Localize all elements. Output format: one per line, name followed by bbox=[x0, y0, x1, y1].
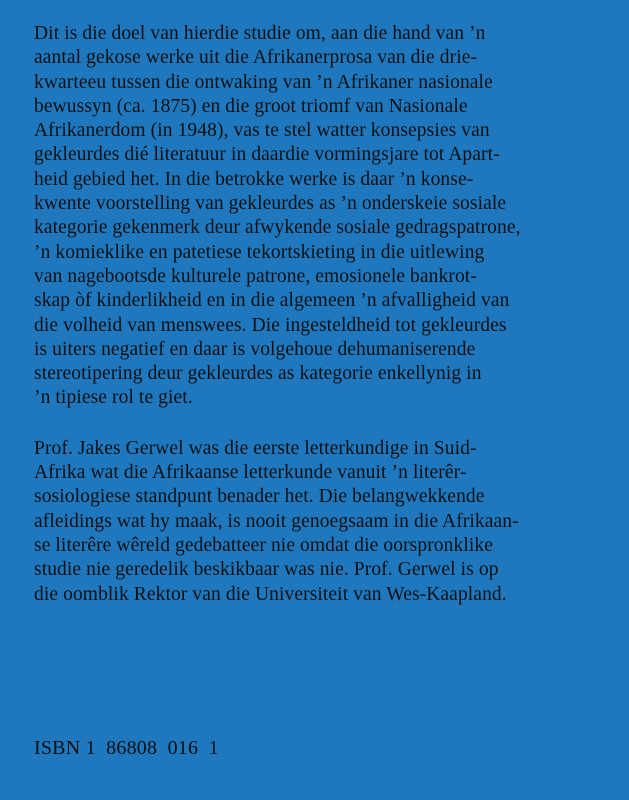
text-line: Prof. Jakes Gerwel was die eerste letterkundige in Suid- bbox=[34, 437, 477, 459]
text-line: se literêre wêreld gedebatteer nie omdat die oorspronklike bbox=[34, 534, 493, 556]
text-line: afleidings wat hy maak, is nooit genoegsaam in die Afrikaan- bbox=[34, 510, 519, 532]
text-line: gekleurdes dié literatuur in daardie vormingsjare tot Apart- bbox=[34, 144, 500, 166]
text-line: kwente voorstelling van gekleurdes as ’n onderskeie sosiale bbox=[34, 193, 507, 215]
text-line: Afrikanerdom (in 1948), vas te stel watter konsepsies van bbox=[34, 120, 490, 142]
text-line: heid gebied het. In die betrokke werke is daar ’n konse- bbox=[34, 168, 474, 190]
blurb-text bbox=[34, 22, 589, 607]
text-line: aantal gekose werke uit die Afrikanerprosa van die drie- bbox=[34, 47, 478, 69]
text-line: ’n komieklike en patetiese tekortskieting in die uitlewing bbox=[34, 241, 485, 263]
text-line: Afrika wat die Afrikaanse letterkunde vanuit ’n literêr- bbox=[34, 462, 467, 484]
text-line: sosiologiese standpunt benader het. Die belangwekkende bbox=[34, 486, 485, 508]
text-line: die oomblik Rektor van die Universiteit van Wes-Kaapland. bbox=[34, 583, 507, 605]
text-line: kwarteeu tussen die ontwaking van ’n Afrikaner nasionale bbox=[34, 71, 493, 93]
text-line: van nagebootsde kulturele patrone, emosionele bankrot- bbox=[34, 265, 477, 287]
paragraph-spacer bbox=[34, 411, 589, 437]
isbn-number: ISBN 1 86808 016 1 bbox=[34, 737, 219, 759]
text-line: is uiters negatief en daar is volgehoue dehumaniserende bbox=[34, 338, 476, 360]
text-line: bewussyn (ca. 1875) en die groot triomf van Nasionale bbox=[34, 95, 468, 117]
text-line: Dit is die doel van hierdie studie om, aan die hand van ’n bbox=[34, 23, 486, 44]
text-line: kategorie gekenmerk deur afwykende sosiale gedragspatrone, bbox=[34, 217, 521, 239]
paragraph-author-bio bbox=[34, 437, 589, 607]
text-line: die volheid van menswees. Die ingesteldheid tot gekleurdes bbox=[34, 314, 507, 336]
text-line: stereotipering deur gekleurdes as kategorie enkellynig in bbox=[34, 363, 482, 385]
paragraph-study-summary bbox=[34, 22, 589, 411]
text-line: ’n tipiese rol te giet. bbox=[34, 387, 193, 409]
text-line: studie nie geredelik beskikbaar was nie. Prof. Gerwel is op bbox=[34, 559, 499, 581]
text-line: skap òf kinderlikheid en in die algemeen ’n afvalligheid van bbox=[34, 290, 510, 312]
